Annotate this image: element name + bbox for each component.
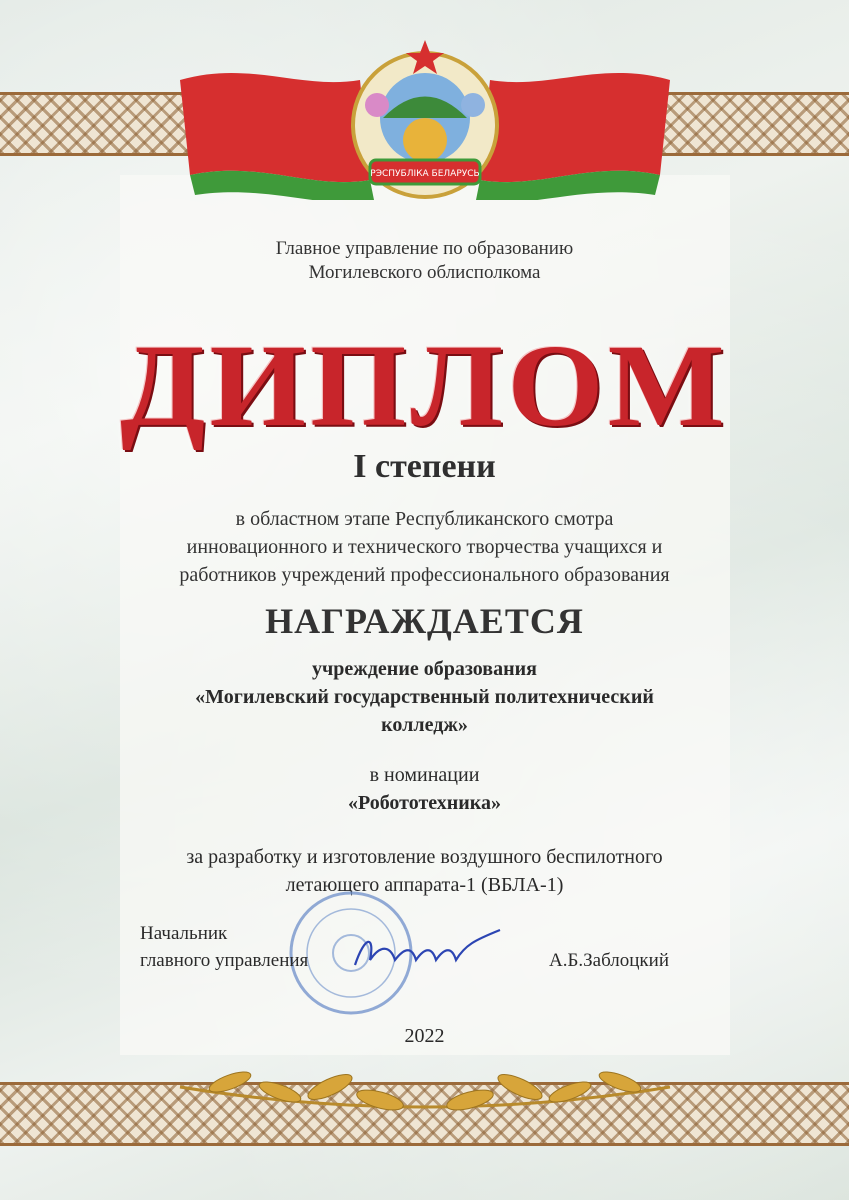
- signatory-title-1: Начальник: [140, 923, 228, 944]
- signatory-title-2: главного управления: [140, 950, 309, 971]
- year-label: 2022: [404, 1025, 445, 1047]
- recipient-line-2: «Могилевский государственный политехнический: [195, 686, 654, 708]
- signature-icon: [350, 925, 510, 985]
- nomination-value: «Робототехника»: [347, 792, 502, 814]
- issuer-line-1: Главное управление по образованию: [275, 238, 574, 259]
- recipient-line-1: учреждение образования: [312, 658, 537, 680]
- state-emblem-icon: [170, 20, 680, 200]
- event-line-3: работников учреждений профессионального образования: [179, 564, 670, 586]
- emblem-ribbon-text: РЭСПУБЛІКА БЕЛАРУСЬ: [370, 169, 480, 179]
- reason-line-2: летающего аппарата-1 (ВБЛА-1): [285, 874, 564, 896]
- page-title: ДИПЛОМ: [120, 320, 729, 451]
- nomination-label: в номинации: [369, 764, 480, 786]
- state-emblem-with-flags: [170, 20, 680, 200]
- issuer-line-2: Могилевского облисполкома: [308, 262, 541, 283]
- signatory-name: А.Б.Заблоцкий: [549, 950, 669, 971]
- laurel-branch-icon: [170, 1052, 680, 1122]
- award-heading: НАГРАЖДАЕТСЯ: [265, 601, 584, 641]
- degree-label: I степени: [353, 448, 496, 485]
- event-line-2: инновационного и технического творчества учащихся и: [186, 536, 663, 558]
- reason-line-1: за разработку и изготовление воздушного беспилотного: [186, 846, 663, 868]
- recipient-line-3: колледж»: [381, 714, 468, 736]
- event-line-1: в областном этапе Республиканского смотра: [235, 508, 614, 530]
